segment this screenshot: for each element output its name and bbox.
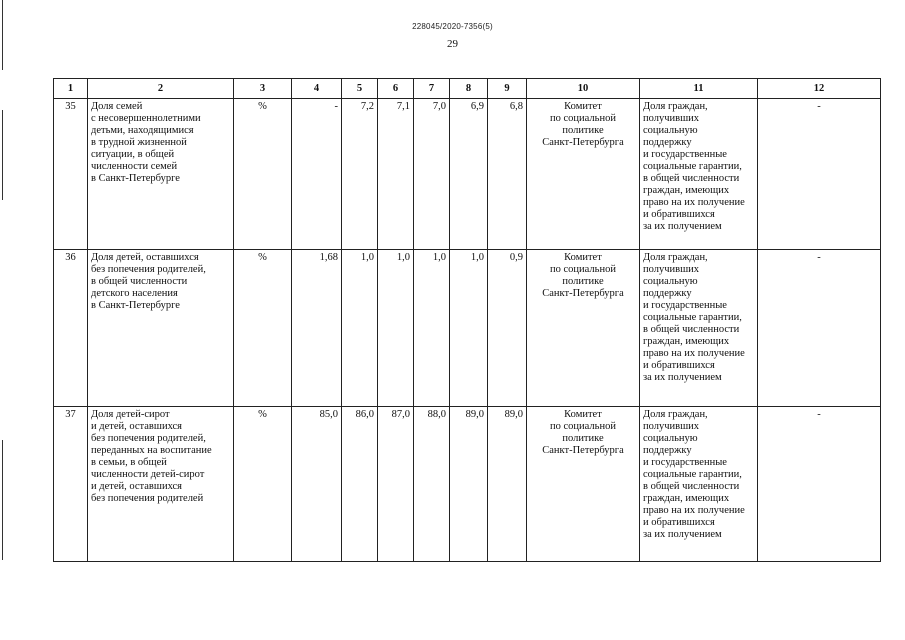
table-row <box>54 407 881 562</box>
year-value-cell: 1,0 <box>378 250 414 407</box>
note-cell: - <box>758 99 881 250</box>
year-value-cell: 1,0 <box>414 250 450 407</box>
year-value-cell: 0,9 <box>488 250 527 407</box>
target-indicator-cell-line: получивших <box>643 421 700 432</box>
target-indicator-cell-line: социальные гарантии, <box>643 312 742 323</box>
column-header: 8 <box>450 79 488 99</box>
target-indicator-cell-line: получивших <box>643 264 700 275</box>
target-indicator-cell-line: граждан, имеющих <box>643 493 730 504</box>
indicator-name-cell-line: численности детей-сирот <box>91 469 205 480</box>
target-indicator-cell-line: Доля граждан, <box>643 101 708 112</box>
column-header: 11 <box>640 79 758 99</box>
executor-cell-line: по социальной <box>550 421 616 432</box>
target-indicator-cell-line: право на их получение <box>643 348 745 359</box>
target-indicator-cell-line: поддержку <box>643 445 692 456</box>
executor-cell <box>527 99 640 250</box>
target-indicator-cell <box>640 250 758 407</box>
document-stamp: 228045/2020-7356(5) <box>412 22 493 31</box>
year-value-cell: - <box>292 99 342 250</box>
indicator-name-cell-line: Доля детей, оставшихся <box>91 252 199 263</box>
indicator-name-cell-line: Доля семей <box>91 101 143 112</box>
target-indicator-cell-line: поддержку <box>643 288 692 299</box>
indicator-name-cell-line: детьми, находящимися <box>91 125 194 136</box>
target-indicator-cell-line: Доля граждан, <box>643 409 708 420</box>
note-cell: - <box>758 250 881 407</box>
target-indicator-cell <box>640 407 758 562</box>
indicator-name-cell-line: в трудной жизненной <box>91 137 187 148</box>
target-indicator-cell-line: социальную <box>643 125 698 136</box>
target-indicator-cell-line: получивших <box>643 113 700 124</box>
year-value-cell: 88,0 <box>414 407 450 562</box>
column-header: 10 <box>527 79 640 99</box>
target-indicator-cell-line: за их получением <box>643 221 722 232</box>
year-value-cell: 1,0 <box>450 250 488 407</box>
target-indicator-cell-line: Доля граждан, <box>643 252 708 263</box>
column-header: 2 <box>88 79 234 99</box>
table-header-row <box>54 79 881 99</box>
indicator-name-cell-line: ситуации, в общей <box>91 149 175 160</box>
page-number: 29 <box>447 38 458 50</box>
executor-cell-line: по социальной <box>550 113 616 124</box>
indicator-table <box>53 78 881 562</box>
target-indicator-cell-line: и обратившихся <box>643 209 715 220</box>
executor-cell-line: Комитет <box>564 101 602 112</box>
table-row <box>54 250 881 407</box>
year-value-cell: 7,0 <box>414 99 450 250</box>
indicator-name-cell-line: численности семей <box>91 161 178 172</box>
target-indicator-cell-line: социальные гарантии, <box>643 469 742 480</box>
target-indicator-cell-line: социальную <box>643 433 698 444</box>
target-indicator-cell-line: и государственные <box>643 300 727 311</box>
target-indicator-cell-line: социальные гарантии, <box>643 161 742 172</box>
indicator-name-cell-line: в общей численности <box>91 276 188 287</box>
indicator-name-cell <box>88 99 234 250</box>
target-indicator-cell-line: поддержку <box>643 137 692 148</box>
indicator-name-cell-line: в Санкт-Петербурге <box>91 300 180 311</box>
target-indicator-cell-line: право на их получение <box>643 505 745 516</box>
executor-cell-line: Комитет <box>564 409 602 420</box>
column-header: 1 <box>54 79 88 99</box>
year-value-cell: 89,0 <box>450 407 488 562</box>
indicator-name-cell-line: Доля детей-сирот <box>91 409 170 420</box>
executor-cell-line: политике <box>562 276 604 287</box>
target-indicator-cell-line: и обратившихся <box>643 517 715 528</box>
year-value-cell: 1,68 <box>292 250 342 407</box>
scan-edge-line <box>2 440 3 560</box>
indicator-name-cell-line: в Санкт-Петербурге <box>91 173 180 184</box>
target-indicator-cell-line: социальную <box>643 276 698 287</box>
target-indicator-cell-line: в общей численности <box>643 173 740 184</box>
year-value-cell: 87,0 <box>378 407 414 562</box>
column-header: 9 <box>488 79 527 99</box>
indicator-name-cell-line: детского населения <box>91 288 178 299</box>
executor-cell-line: Комитет <box>564 252 602 263</box>
row-number-cell: 35 <box>54 99 88 250</box>
executor-cell-line: политике <box>562 433 604 444</box>
scan-edge-line <box>2 0 3 70</box>
executor-cell-line: Санкт-Петербурга <box>542 445 624 456</box>
target-indicator-cell-line: и обратившихся <box>643 360 715 371</box>
column-header: 7 <box>414 79 450 99</box>
year-value-cell: 6,8 <box>488 99 527 250</box>
target-indicator-cell-line: в общей численности <box>643 324 740 335</box>
year-value-cell: 89,0 <box>488 407 527 562</box>
unit-cell: % <box>234 407 292 562</box>
indicator-name-cell <box>88 250 234 407</box>
table-row <box>54 99 881 250</box>
year-value-cell: 1,0 <box>342 250 378 407</box>
target-indicator-cell-line: и государственные <box>643 457 727 468</box>
target-indicator-cell <box>640 99 758 250</box>
column-header: 12 <box>758 79 881 99</box>
executor-cell-line: по социальной <box>550 264 616 275</box>
indicator-name-cell-line: и детей, оставшихся <box>91 421 183 432</box>
indicator-name-cell-line: без попечения родителей, <box>91 264 206 275</box>
indicator-name-cell-line: в семьи, в общей <box>91 457 167 468</box>
executor-cell-line: Санкт-Петербурга <box>542 288 624 299</box>
note-cell: - <box>758 407 881 562</box>
executor-cell-line: политике <box>562 125 604 136</box>
column-header: 3 <box>234 79 292 99</box>
year-value-cell: 86,0 <box>342 407 378 562</box>
column-header: 4 <box>292 79 342 99</box>
indicator-name-cell-line: с несовершеннолетними <box>91 113 201 124</box>
indicator-name-cell-line: переданных на воспитание <box>91 445 212 456</box>
indicator-name-cell-line: без попечения родителей, <box>91 433 206 444</box>
executor-cell <box>527 250 640 407</box>
column-header: 5 <box>342 79 378 99</box>
column-header: 6 <box>378 79 414 99</box>
indicator-name-cell-line: без попечения родителей <box>91 493 204 504</box>
target-indicator-cell-line: граждан, имеющих <box>643 336 730 347</box>
target-indicator-cell-line: в общей численности <box>643 481 740 492</box>
scan-edge-line <box>2 110 3 200</box>
executor-cell <box>527 407 640 562</box>
year-value-cell: 7,2 <box>342 99 378 250</box>
target-indicator-cell-line: право на их получение <box>643 197 745 208</box>
row-number-cell: 36 <box>54 250 88 407</box>
indicator-name-cell-line: и детей, оставшихся <box>91 481 183 492</box>
target-indicator-cell-line: за их получением <box>643 529 722 540</box>
target-indicator-cell-line: и государственные <box>643 149 727 160</box>
unit-cell: % <box>234 99 292 250</box>
target-indicator-cell-line: за их получением <box>643 372 722 383</box>
target-indicator-cell-line: граждан, имеющих <box>643 185 730 196</box>
executor-cell-line: Санкт-Петербурга <box>542 137 624 148</box>
year-value-cell: 7,1 <box>378 99 414 250</box>
row-number-cell: 37 <box>54 407 88 562</box>
year-value-cell: 6,9 <box>450 99 488 250</box>
unit-cell: % <box>234 250 292 407</box>
indicator-name-cell <box>88 407 234 562</box>
year-value-cell: 85,0 <box>292 407 342 562</box>
